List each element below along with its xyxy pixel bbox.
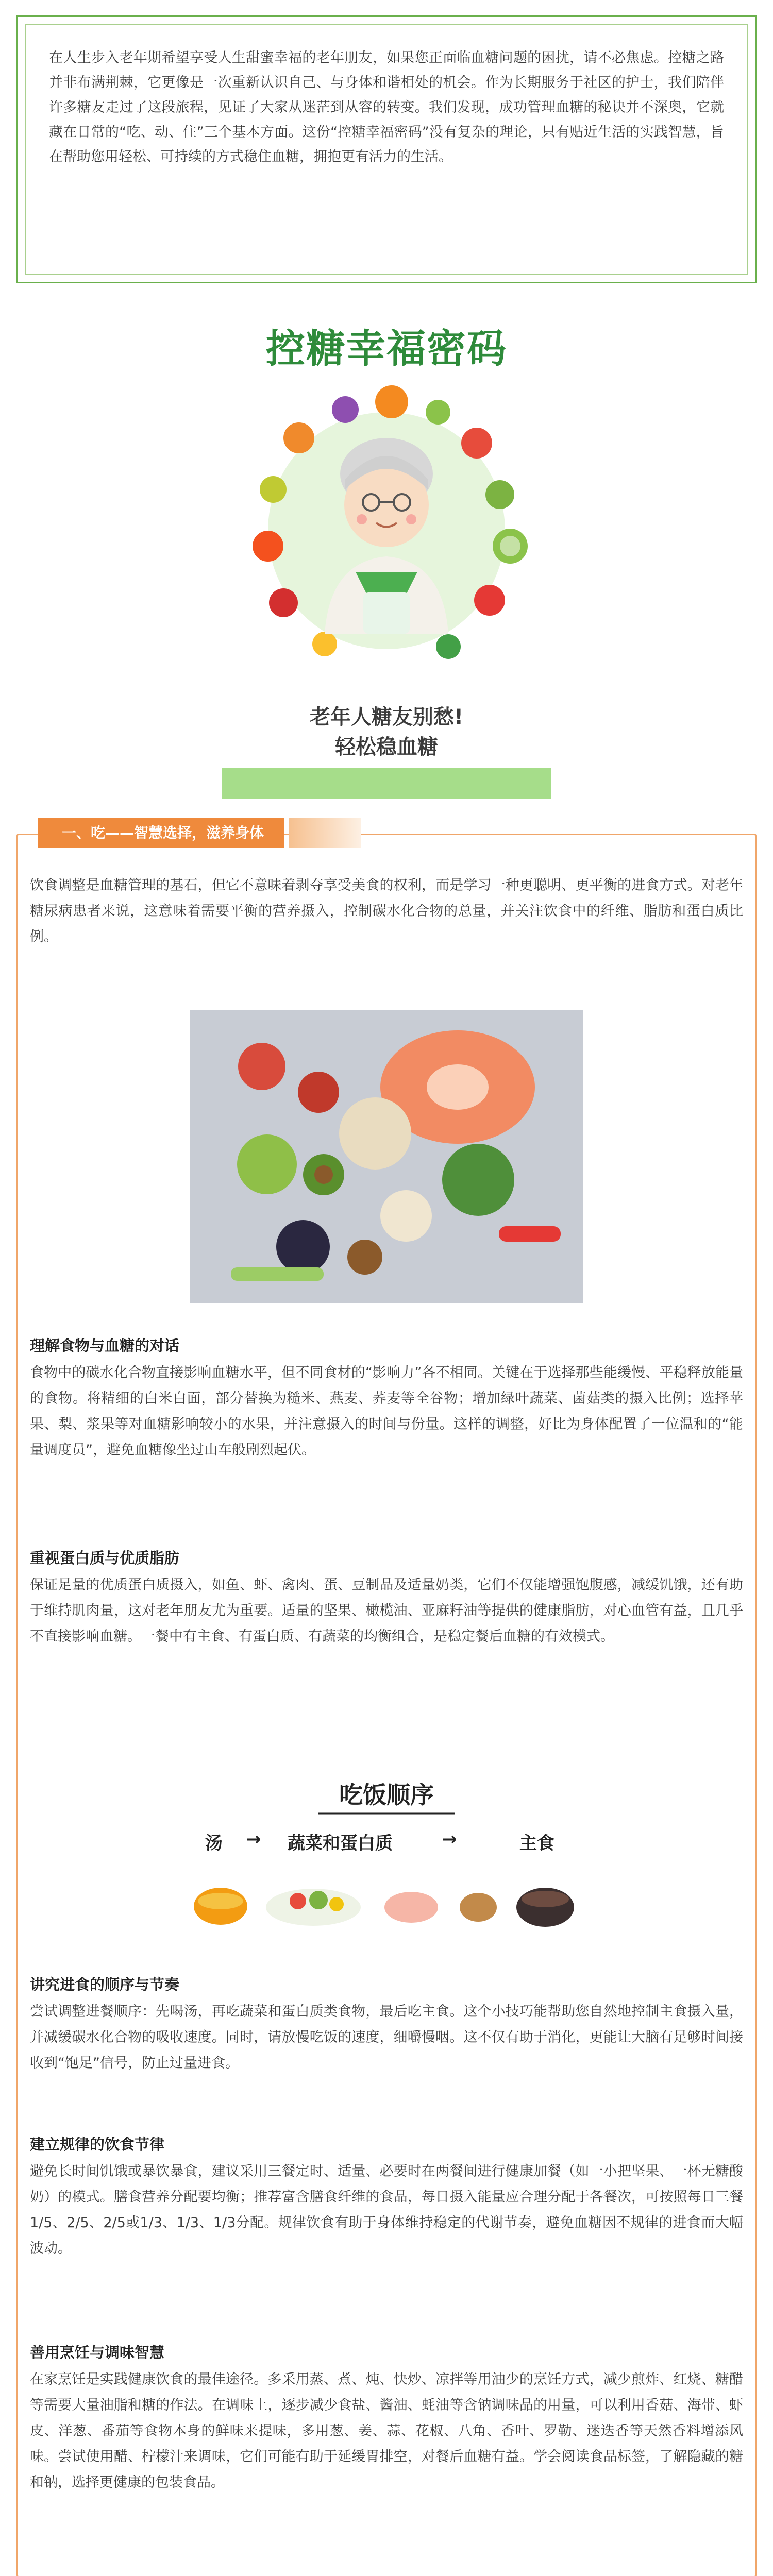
beans-icon — [380, 1190, 432, 1242]
arrow-2: → — [442, 1829, 457, 1850]
tomato-icon — [298, 1072, 339, 1113]
section-1-tag-fade — [289, 818, 361, 848]
section-1-block-4-heading: 建立规律的饮食节律 — [30, 2136, 165, 2153]
meat-icon — [384, 1892, 438, 1923]
eating-order-steps — [190, 1829, 583, 1855]
healthy-food-photo — [190, 1010, 583, 1303]
oat-bowl-icon — [339, 1097, 411, 1170]
section-1-intro: 饮食调整是血糖管理的基石，但它不意味着剥夺享受美食的权利，而是学习一种更聪明、更平衡的进食方式。对老年糖尿病患者来说，这意味着需要平衡的营养摄入，控制碳水化合物的总量，并关注饮食中的纤维、脂肪和蛋白质比例。 — [30, 877, 743, 945]
starfruit-icon — [312, 632, 337, 656]
section-1-block-1-text: 食物中的碳水化合物直接影响血糖水平，但不同食材的“影响力”各不相同。关键在于选择那些能缓慢、平稳释放能量的食物。将精细的白米白面，部分替换为糙米、燕麦、荞麦等全谷物；增加绿叶蔬菜、菌菇类的摄入比例；选择苹果、梨、浆果等对血糖影响较小的水果，并注意摄入的时间与份量。这样的调整，好比为身体配置了一位温和的“能量调度员”，避免血糖像坐过山车般剧烈起伏。 — [30, 1365, 743, 1458]
section-1-heading: 一、吃——智慧选择，滋养身体 — [38, 818, 284, 848]
section-1-block-4-text: 避免长时间饥饿或暴饮暴食，建议采用三餐定时、适量、必要时在两餐间进行健康加餐（如一小把坚果、一杯无糖酸奶）的模式。膳食营养分配要均衡；推荐富含膳食纤维的食品，每日摄入能量应合理分配于各餐次，可按照每日三餐1/5、2/5、2/5或1/3、1/3、1/3分配。规律饮食有助于身体维持稳定的代谢节奏，避免血糖因不规律的进食而大幅波动。 — [30, 2163, 743, 2257]
section-1-block-3-text: 尝试调整进餐顺序：先喝汤，再吃蔬菜和蛋白质类食物，最后吃主食。这个小技巧能帮助您自然地控制主食摄入量，并减缓碳水化合物的吸收速度。同时，请放慢吃饭的速度，细嚼慢咽。这不仅有助于消化，更能让大脑有足够时间接收到“饱足”信号，防止过量进食。 — [30, 2004, 743, 2071]
broccoli-icon — [442, 1144, 514, 1216]
celery-icon — [231, 1267, 324, 1281]
watermelon-icon — [474, 585, 505, 616]
section-1-block-2-text: 保证足量的优质蛋白质摄入，如鱼、虾、禽肉、蛋、豆制品及适量奶类，它们不仅能增强饱腹感，减缓饥饿，还有助于维持肌肉量，这对老年朋友尤为重要。适量的坚果、橄榄油、亚麻籽油等提供的健康脂肪，对心血管有益，且几乎不直接影响血糖。一餐中有主食、有蛋白质、有蔬菜的均衡组合，是稳定餐后血糖的有效模式。 — [30, 1577, 743, 1645]
eating-order-title: 吃饭顺序 — [339, 1781, 434, 1809]
corn-icon — [260, 476, 287, 503]
section-1-block-1-heading: 理解食物与血糖的对话 — [30, 1337, 180, 1354]
intro-frame — [16, 15, 757, 283]
grain-icon — [460, 1893, 497, 1922]
orange-icon — [283, 422, 314, 453]
poster-subtitle-1: 老年人糖友别愁! — [309, 705, 464, 729]
poster-title: 控糖幸福密码 — [266, 326, 507, 371]
step-staple: 主食 — [519, 1833, 554, 1854]
section-1-block-5-text: 在家烹饪是实践健康饮食的最佳途径。多采用蒸、煮、炖、快炒、凉拌等用油少的烹饪方式，减少煎炸、红烧、糖醋等需要大量油脂和糖的作法。在调味上，逐步减少食盐、酱油、蚝油等含钠调味品的用量，可以利用香菇、海带、虾皮、洋葱、番茄等食物本身的鲜味来提味，多用葱、姜、蒜、花椒、八角、香叶、罗勒、迷迭香等天然香料增添风味。尝试使用醋、柠檬汁来调味，它们可能有助于延缓胃排空，对餐后血糖有益。学会阅读食品标签，了解隐藏的糖和钠，选择更健康的包装食品。 — [30, 2371, 743, 2490]
poster-bottom-band — [222, 768, 551, 799]
pear-icon — [426, 400, 450, 425]
poster-subtitle-2: 轻松稳血糖 — [335, 735, 438, 759]
eating-order-image — [190, 1772, 583, 1942]
orange-icon — [375, 385, 408, 418]
eating-order-illustration — [190, 1772, 583, 1942]
section-1-block-3-heading: 讲究进食的顺序与节奏 — [30, 1976, 180, 1993]
step-vegetables-protein: 蔬菜和蛋白质 — [288, 1833, 393, 1854]
nuts-icon — [347, 1240, 382, 1275]
section-1-block-5-heading: 善用烹饪与调味智慧 — [30, 2344, 165, 2361]
apple-icon — [237, 1134, 297, 1194]
grape-icon — [332, 396, 359, 423]
arrow-1: → — [246, 1829, 261, 1850]
pepper-icon — [499, 1226, 561, 1242]
step-soup: 汤 — [205, 1833, 223, 1854]
blueberry-icon — [276, 1220, 330, 1274]
apple-icon — [461, 428, 492, 459]
poster-image — [222, 304, 551, 799]
intro-text: 在人生步入老年期希望享受人生甜蜜幸福的老年朋友，如果您正面临血糖问题的困扰，请不必焦虑。控糖之路并非布满荆棘，它更像是一次重新认识自己、与身体和谐相处的机会。作为长期服务于社区的护士，我们陪伴许多糖友走过了这段旅程，见证了大家从迷茫到从容的转变。我们发现，成功管理血糖的秘诀并不深奥，它就藏在日常的“吃、动、住”三个基本方面。这份“控糖幸福密码”没有复杂的理论，只有贴近生活的实践智慧，旨在帮助您用轻松、可持续的方式稳住血糖，拥抱更有活力的生活。 — [25, 24, 748, 275]
food-spread-illustration — [190, 1010, 583, 1303]
strawberry-icon — [238, 1043, 285, 1090]
broccoli-icon — [485, 480, 514, 509]
carrot-icon — [253, 531, 283, 562]
section-1-block-2-heading: 重视蛋白质与优质脂肪 — [30, 1549, 180, 1567]
pepper-icon — [436, 634, 461, 659]
strawberry-icon — [269, 588, 298, 617]
